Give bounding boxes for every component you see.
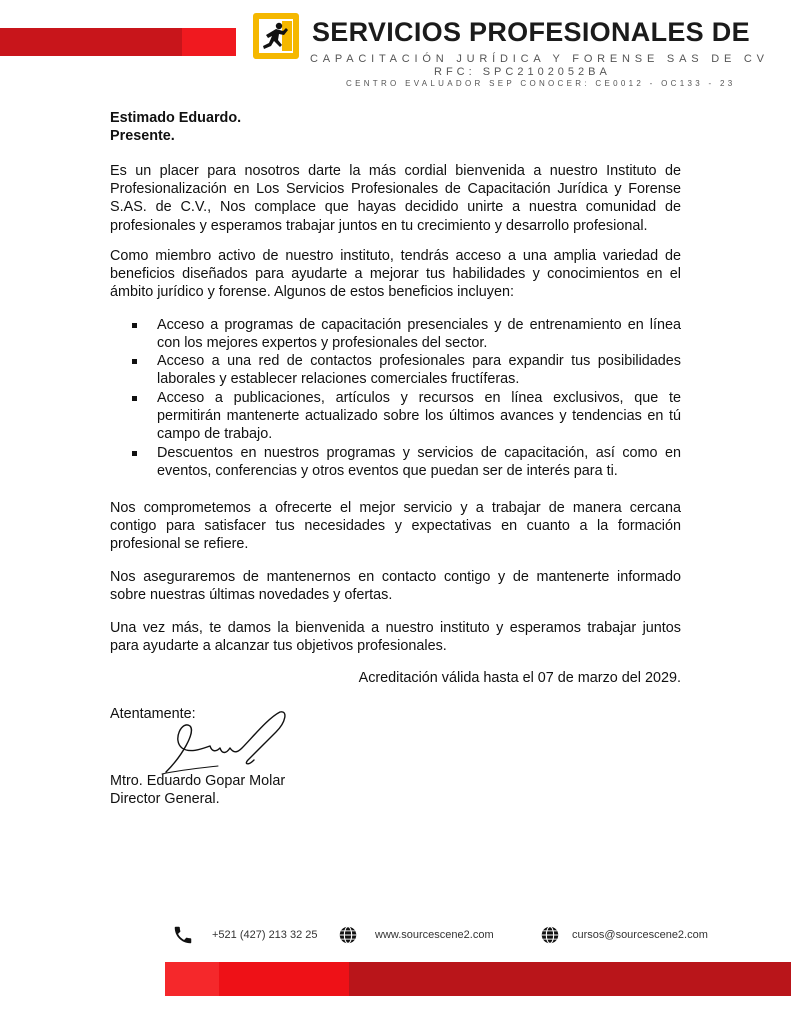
bullet-icon bbox=[132, 396, 137, 401]
benefit-text: Acceso a publicaciones, artículos y recursos en línea exclusivos, que te permitirán mantenerte actualizado sobre los últimos avances y tendencias en tú campo de trabajo. bbox=[157, 390, 681, 443]
header-red-bar-accent bbox=[182, 28, 236, 56]
bullet-icon bbox=[132, 323, 137, 328]
bullet-icon bbox=[132, 359, 137, 364]
accreditation-note: Acreditación válida hasta el 07 de marzo del 2029. bbox=[358, 670, 681, 686]
bullet-icon bbox=[132, 451, 137, 456]
benefit-text: Acceso a una red de contactos profesionales para expandir tus posibilidades laborales y establecer relaciones comerciales fructíferas. bbox=[157, 353, 681, 388]
footer-website[interactable]: www.sourcescene2.com bbox=[375, 929, 494, 941]
footer-phone: +521 (427) 213 32 25 bbox=[212, 929, 318, 941]
company-rfc: RFC: SPC2102052BA bbox=[434, 66, 611, 78]
paragraph-1: Es un placer para nosotros darte la más cordial bienvenida a nuestro Instituto de Profesionalización en Los Servicios Profesionales de Capacitación Jurídica y Forense S.AS. de C.V., Nos complace que hayas decidido unirte a nuestra comunidad de profesionales y esperamos trabajar juntos en tu crecimiento y desarrollo profesional. bbox=[110, 163, 681, 234]
phone-icon bbox=[172, 924, 194, 946]
company-tagline: CAPACITACIÓN JURÍDICA Y FORENSE SAS DE CV bbox=[310, 53, 769, 65]
presente: Presente. bbox=[110, 128, 175, 144]
paragraph-2: Como miembro activo de nuestro instituto, tendrás acceso a una amplia variedad de beneficios diseñados para ayudarte a mejorar tus habilidades y conocimientos en el ámbito jurídico y forense. Algunos de estos beneficios incluyen: bbox=[110, 248, 681, 301]
benefit-text: Acceso a programas de capacitación presenciales y de entrenamiento en línea con los mejores expertos y profesionales del sector. bbox=[157, 317, 681, 352]
evaluator-center: CENTRO EVALUADOR SEP CONOCER: CE0012 - OC133 - 23 bbox=[346, 79, 736, 88]
company-name: SERVICIOS PROFESIONALES DE bbox=[312, 17, 750, 47]
paragraph-5: Una vez más, te damos la bienvenida a nuestro instituto y esperamos trabajar juntos para ayudarte a alcanzar tus objetivos profesionales. bbox=[110, 620, 681, 655]
footer-red-bar-mid bbox=[219, 962, 349, 996]
footer-email[interactable]: cursos@sourcescene2.com bbox=[572, 929, 708, 941]
signer-name: Mtro. Eduardo Gopar Molar bbox=[110, 773, 286, 789]
salutation: Estimado Eduardo. bbox=[110, 110, 242, 126]
globe-icon bbox=[337, 924, 359, 946]
footer-red-bar-left bbox=[165, 962, 219, 996]
company-logo bbox=[253, 13, 299, 59]
paragraph-4: Nos aseguraremos de mantenernos en contacto contigo y de mantenerte informado sobre nuestras últimas novedades y ofertas. bbox=[110, 569, 681, 604]
benefit-text: Descuentos en nuestros programas y servicios de capacitación, así como en eventos, conferencias y otros eventos que puedan ser de interés para ti. bbox=[157, 445, 681, 480]
climber-icon bbox=[259, 19, 293, 53]
signature-image bbox=[160, 708, 295, 778]
footer-red-bar-right bbox=[349, 962, 791, 996]
globe-icon bbox=[539, 924, 561, 946]
paragraph-3: Nos comprometemos a ofrecerte el mejor servicio y a trabajar de manera cercana contigo para satisfacer tus necesidades y expectativas en cuanto a la formación profesional se refiere. bbox=[110, 500, 681, 553]
header-red-bar bbox=[0, 28, 182, 56]
closing: Atentamente: bbox=[110, 706, 196, 722]
signer-title: Director General. bbox=[110, 791, 220, 807]
